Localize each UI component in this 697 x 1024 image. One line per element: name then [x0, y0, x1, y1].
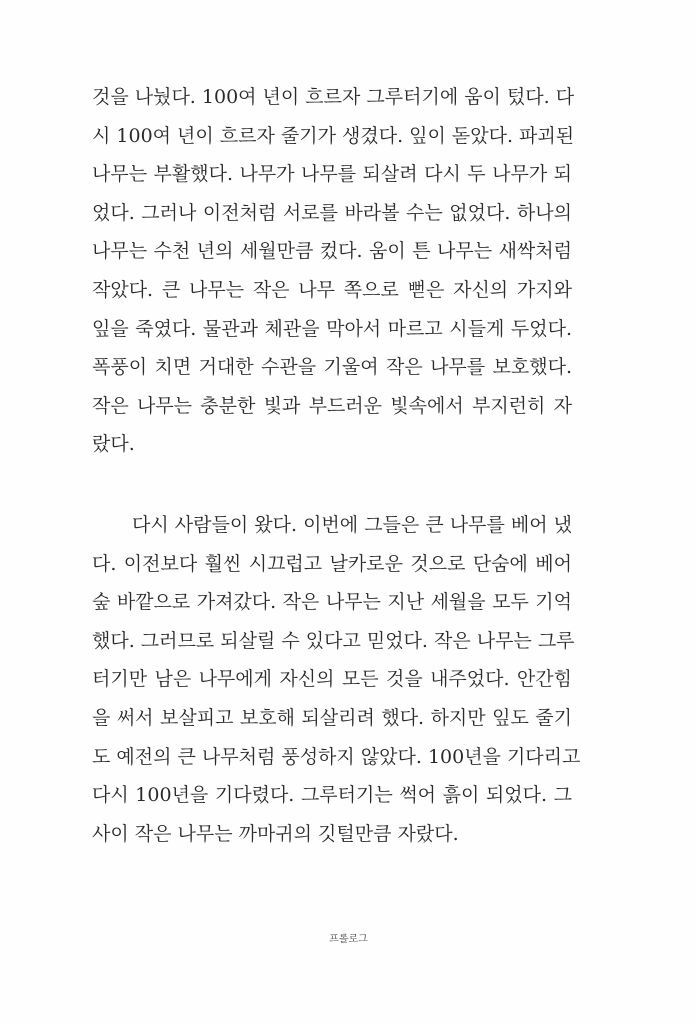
text-line: 작았다. 큰 나무는 작은 나무 쪽으로 뻗은 자신의 가지와	[92, 278, 572, 301]
text-line: 것을 나눴다. 100여 년이 흐르자 그루터기에 움이 텄다. 다	[92, 86, 575, 108]
text-line: 다시 사람들이 왔다. 이번에 그들은 큰 나무를 베어 냈	[132, 514, 572, 536]
text-line: 나무는 수천 년의 세월만큼 컸다. 움이 튼 나무는 새싹처럼	[92, 240, 572, 263]
paragraph-2	[92, 506, 581, 853]
text-line: 다. 이전보다 훨씬 시끄럽고 날카로운 것으로 단숨에 베어	[92, 552, 572, 575]
text-line: 을 써서 보살피고 보호해 되살리려 했다. 하지만 잎도 줄기	[92, 706, 572, 729]
text-line: 폭풍이 치면 거대한 수관을 기울여 작은 나무를 보호했다.	[92, 356, 572, 379]
text-line: 었다. 그러나 이전처럼 서로를 바라볼 수는 없었다. 하나의	[92, 201, 572, 224]
text-line: 나무는 부활했다. 나무가 나무를 되살려 다시 두 나무가 되	[92, 163, 572, 186]
text-line: 랐다.	[92, 433, 135, 456]
text-line: 숲 바깥으로 가져갔다. 작은 나무는 지난 세월을 모두 기억	[92, 591, 572, 614]
text-line: 시 100여 년이 흐르자 줄기가 생겼다. 잎이 돋았다. 파괴된	[92, 124, 575, 147]
text-line: 사이 작은 나무는 까마귀의 깃털만큼 자랐다.	[92, 822, 459, 845]
text-line: 작은 나무는 충분한 빛과 부드러운 빛속에서 부지런히 자	[92, 394, 572, 417]
paragraph-1	[92, 78, 575, 464]
text-line: 터기만 남은 나무에게 자신의 모든 것을 내주었다. 안간힘	[92, 668, 572, 691]
text-line: 잎을 죽였다. 물관과 체관을 막아서 마르고 시들게 두었다.	[92, 317, 572, 340]
text-line: 도 예전의 큰 나무처럼 풍성하지 않았다. 100년을 기다리고	[92, 745, 581, 768]
text-line: 다시 100년을 기다렸다. 그루터기는 썩어 흙이 되었다. 그	[92, 784, 572, 807]
text-line: 했다. 그러므로 되살릴 수 있다고 믿었다. 작은 나무는 그루	[92, 629, 575, 652]
running-footer: 프롤로그	[329, 934, 368, 945]
